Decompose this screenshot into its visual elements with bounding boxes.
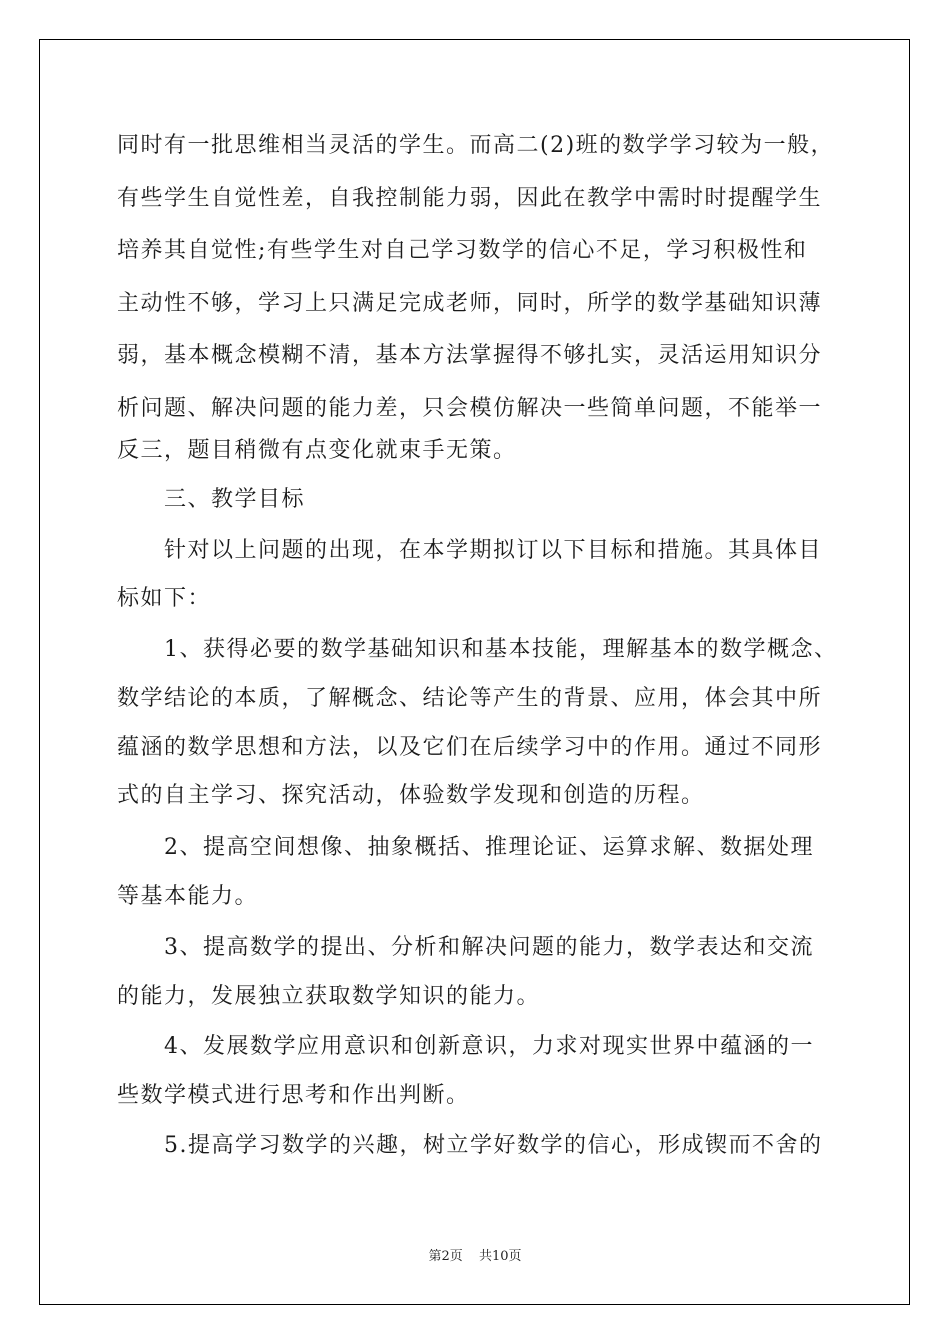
list-item: 1、获得必要的数学基础知识和基本技能，理解基本的数学概念、 [164,637,838,662]
text-line: 培养其自觉性;有些学生对自己学习数学的信心不足，学习积极性和 [117,238,808,263]
page-border [39,39,910,1305]
text-line: 反三，题目稍微有点变化就束手无策。 [117,438,517,463]
text-line: 些数学模式进行思考和作出判断。 [117,1083,470,1108]
list-item: 3、提高数学的提出、分析和解决问题的能力，数学表达和交流 [164,935,814,960]
page-number: 第2页 [428,1249,463,1264]
text-line: 标如下： [117,586,212,611]
text-line: 等基本能力。 [117,884,259,909]
list-item: 2、提高空间想像、抽象概括、推理论证、运算求解、数据处理 [164,835,814,860]
page-total: 共10页 [478,1249,522,1264]
list-item: 4、发展数学应用意识和创新意识，力求对现实世界中蕴涵的一 [164,1034,814,1059]
text-line: 弱，基本概念模糊不清，基本方法掌握得不够扎实，灵活运用知识分 [117,343,823,368]
page-footer [0,1245,950,1264]
text-line: 有些学生自觉性差，自我控制能力弱，因此在教学中需时时提醒学生 [117,186,823,211]
section-heading: 三、教学目标 [164,487,306,512]
text-line: 析问题、解决问题的能力差，只会模仿解决一些简单问题，不能举一 [117,396,823,421]
text-line: 蕴涵的数学思想和方法，以及它们在后续学习中的作用。通过不同形 [117,735,823,760]
text-line: 的能力，发展独立获取数学知识的能力。 [117,984,541,1009]
text-line: 同时有一批思维相当灵活的学生。而高二(2)班的数学学习较为一般， [117,133,835,158]
text-line: 主动性不够，学习上只满足完成老师，同时，所学的数学基础知识薄 [117,291,823,316]
text-line: 数学结论的本质，了解概念、结论等产生的背景、应用，体会其中所 [117,686,823,711]
text-line: 式的自主学习、探究活动，体验数学发现和创造的历程。 [117,783,705,808]
text-line: 针对以上问题的出现，在本学期拟订以下目标和措施。其具体目 [164,538,823,563]
list-item: 5.提高学习数学的兴趣，树立学好数学的信心，形成锲而不舍的 [164,1133,823,1158]
